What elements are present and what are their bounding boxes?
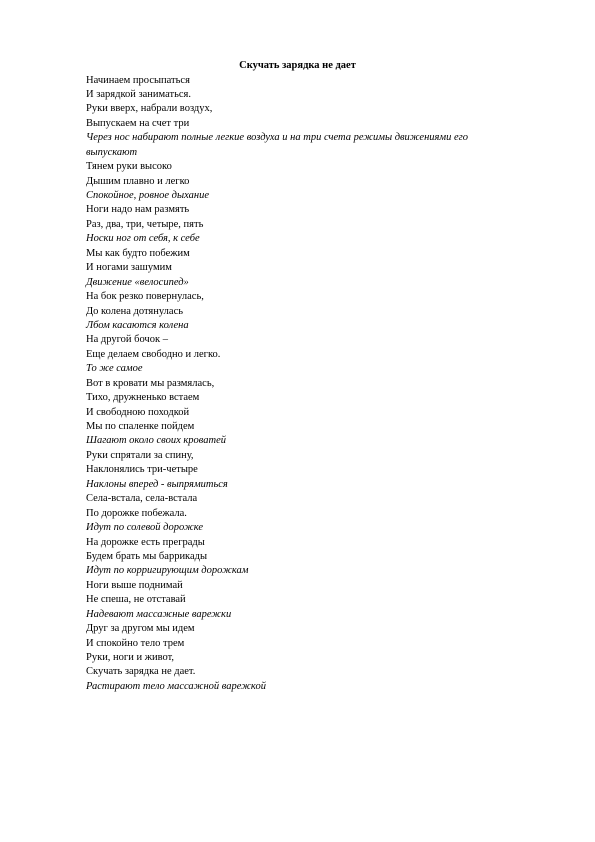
poem-line: Ноги выше поднимай [86, 579, 183, 591]
poem-line: До колена дотянулась [86, 305, 184, 317]
poem-line: Еще делаем свободно и легко. [86, 348, 221, 360]
instruction-line: Спокойное, ровное дыхание [86, 190, 210, 201]
instruction-line: То же самое [86, 363, 143, 375]
poem-line: Тянем руки высоко [86, 161, 172, 173]
instruction-line: Носки ног от себя, к себе [86, 233, 200, 245]
poem-line: Руки вверх, набрали воздух, [86, 103, 213, 115]
poem-line: Мы по спаленке пойдем [86, 421, 195, 432]
poem-line: Мы как будто побежим [86, 247, 190, 259]
instruction-line: выпускают [86, 146, 138, 158]
poem-line: По дорожке побежала. [86, 507, 187, 519]
poem-line: И зарядкой заниматься. [86, 88, 191, 100]
poem-line: Не спеша, не отставай [86, 594, 186, 606]
poem-line: Начинаем просыпаться [86, 74, 190, 86]
instruction-line: Наклоны вперед - выпрямиться [86, 478, 228, 490]
instruction-line: Через нос набирают полные легкие воздуха и на три счета режимы движениями его [86, 132, 469, 144]
poem-line: Дышим плавно и легко [86, 175, 190, 187]
instruction-line: Надевают массажные варежки [86, 608, 232, 620]
poem-line: Руки, ноги и живот, [86, 652, 175, 663]
poem-line: Ноги надо нам размять [86, 204, 190, 216]
poem-line: Вот в кровати мы размялась, [86, 377, 215, 389]
poem-line: На бок резко повернулась, [86, 291, 204, 303]
instruction-line: Идут по корригирующим дорожкам [86, 565, 249, 577]
poem-line: И ногами зашумим [86, 262, 172, 274]
instruction-line: Идут по солевой дорожке [86, 522, 204, 534]
instruction-line: Лбом касаются колена [86, 319, 189, 331]
document-title: Скучать зарядка не дает [239, 60, 356, 71]
poem-line: Раз, два, три, четыре, пять [86, 218, 204, 230]
poem-line: Тихо, дружненько встаем [86, 392, 200, 404]
poem-line: Руки спрятали за спину, [86, 449, 194, 461]
poem-line: Друг за другом мы идем [86, 623, 195, 635]
poem-line: Скучать зарядка не дает. [86, 666, 196, 678]
poem-line: И свободною походкой [86, 406, 190, 418]
poem-line: Села-встала, села-встала [86, 493, 198, 505]
poem-line: На другой бочок – [86, 334, 168, 346]
poem-line: И спокойно тело трем [86, 637, 185, 649]
instruction-line: Растирают тело массажной варежкой [86, 680, 266, 692]
poem-line: Выпускаем на счет три [86, 117, 190, 129]
instruction-line: Движение «велосипед» [86, 276, 189, 288]
instruction-line: Шагают около своих кроватей [86, 435, 226, 447]
poem-line: На дорожке есть преграды [86, 536, 205, 548]
poem-line: Наклонялись три-четыре [86, 464, 198, 476]
poem-lines [86, 74, 556, 695]
poem-line: Будем брать мы баррикады [86, 550, 208, 562]
